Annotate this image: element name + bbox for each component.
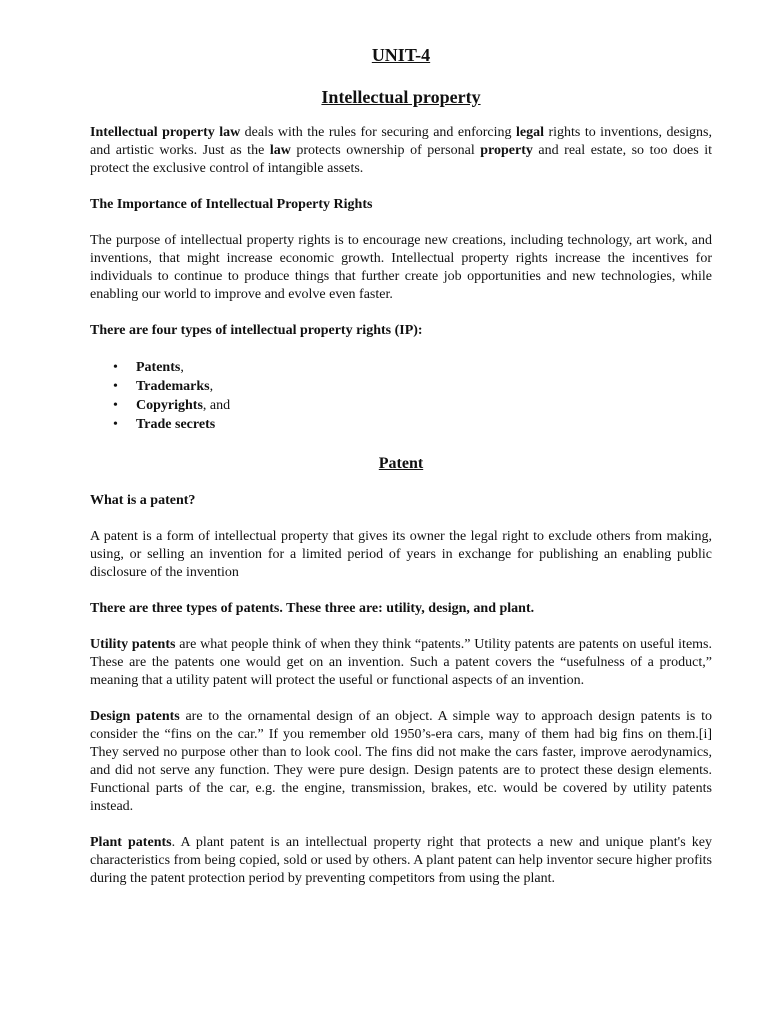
list-item	[90, 415, 712, 434]
plant-text: . A plant patent is an intellectual property right that protects a new and unique plant's key characteristics from being copied, sold or used by others. A plant patent can help inventor secure higher profits during the patent protection period by preventing competitors from using the plant.	[90, 835, 712, 886]
list-item-rest: ,	[180, 360, 184, 375]
design-paragraph	[90, 708, 712, 816]
importance-heading: The Importance of Intellectual Property Rights	[90, 197, 373, 212]
patent-question: What is a patent?	[90, 493, 196, 508]
bullet-icon: •	[113, 360, 118, 375]
intro-paragraph	[90, 124, 712, 178]
design-label: Design patents	[90, 709, 180, 724]
page-title: Intellectual property	[321, 87, 481, 107]
ip-types-list	[90, 358, 712, 434]
patent-definition: A patent is a form of intellectual property that gives its owner the legal right to exclude others from making, using, or selling an invention for a limited period of years in exchange for publishing an enabling public disclosure of the invention	[90, 529, 712, 580]
intro-law: law	[269, 143, 291, 158]
design-text: are to the ornamental design of an object. A simple way to approach design patents is to consider the “fins on the car.” If you remember old 1950’s-era cars, many of them had big fins on them.[i] They served no purpose other than to look cool. The fins did not make the cars faster, improve aerodynamics, and did not serve any function. They were pure design. Design patents are to protect these design elements. Functional parts of the car, e.g. the engine, transmission, brakes, etc. would be covered by utility patents instead.	[90, 709, 712, 814]
utility-label: Utility patents	[90, 637, 176, 652]
intro-text-2: rights to inventions, designs, and artistic works. Just as the	[90, 125, 712, 158]
intro-text-4: and real estate, so too does it protect the exclusive control of intangible assets.	[90, 143, 713, 176]
types-heading: There are four types of intellectual property rights (IP):	[90, 323, 423, 338]
document-content	[90, 44, 712, 888]
bullet-icon: •	[113, 379, 118, 394]
list-item	[90, 377, 712, 396]
list-item-term: Patents	[136, 360, 181, 375]
intro-legal: legal	[516, 125, 544, 140]
list-item-term: Copyrights	[136, 398, 203, 413]
utility-text: are what people think of when they think “patents.” Utility patents are patents on useful items. These are the patents one would get on an invention. Such a patent covers the “usefulness of a product,” meaning that a utility patent will protect the useful or functional aspects of an invention.	[90, 637, 713, 688]
intro-term: Intellectual property law	[90, 125, 241, 140]
list-item	[90, 358, 712, 377]
list-item-term: Trade secrets	[136, 417, 216, 432]
patent-types-heading: There are three types of patents. These three are: utility, design, and plant.	[90, 601, 535, 616]
plant-label: Plant patents	[90, 835, 172, 850]
bullet-icon: •	[113, 398, 118, 413]
bullet-icon: •	[113, 417, 118, 432]
intro-text-1: deals with the rules for securing and enforcing	[240, 125, 516, 140]
list-item-rest: ,	[209, 379, 214, 394]
importance-paragraph: The purpose of intellectual property rights is to encourage new creations, including technology, art work, and inventions, that might increase economic growth. Intellectual property rights increase the incentives for individuals to continue to produce things that further create job opportunities and new technologies, while enabling our world to improve and evolve even faster.	[90, 233, 712, 302]
unit-heading: UNIT-4	[371, 45, 431, 65]
patent-heading: Patent	[378, 455, 424, 472]
list-item-term: Trademarks	[136, 379, 210, 394]
intro-property: property	[480, 143, 533, 158]
plant-paragraph	[90, 834, 712, 888]
utility-paragraph	[90, 636, 712, 690]
list-item	[90, 396, 712, 415]
list-item-rest: , and	[202, 398, 231, 413]
intro-text-3: protects ownership of personal	[290, 143, 481, 158]
